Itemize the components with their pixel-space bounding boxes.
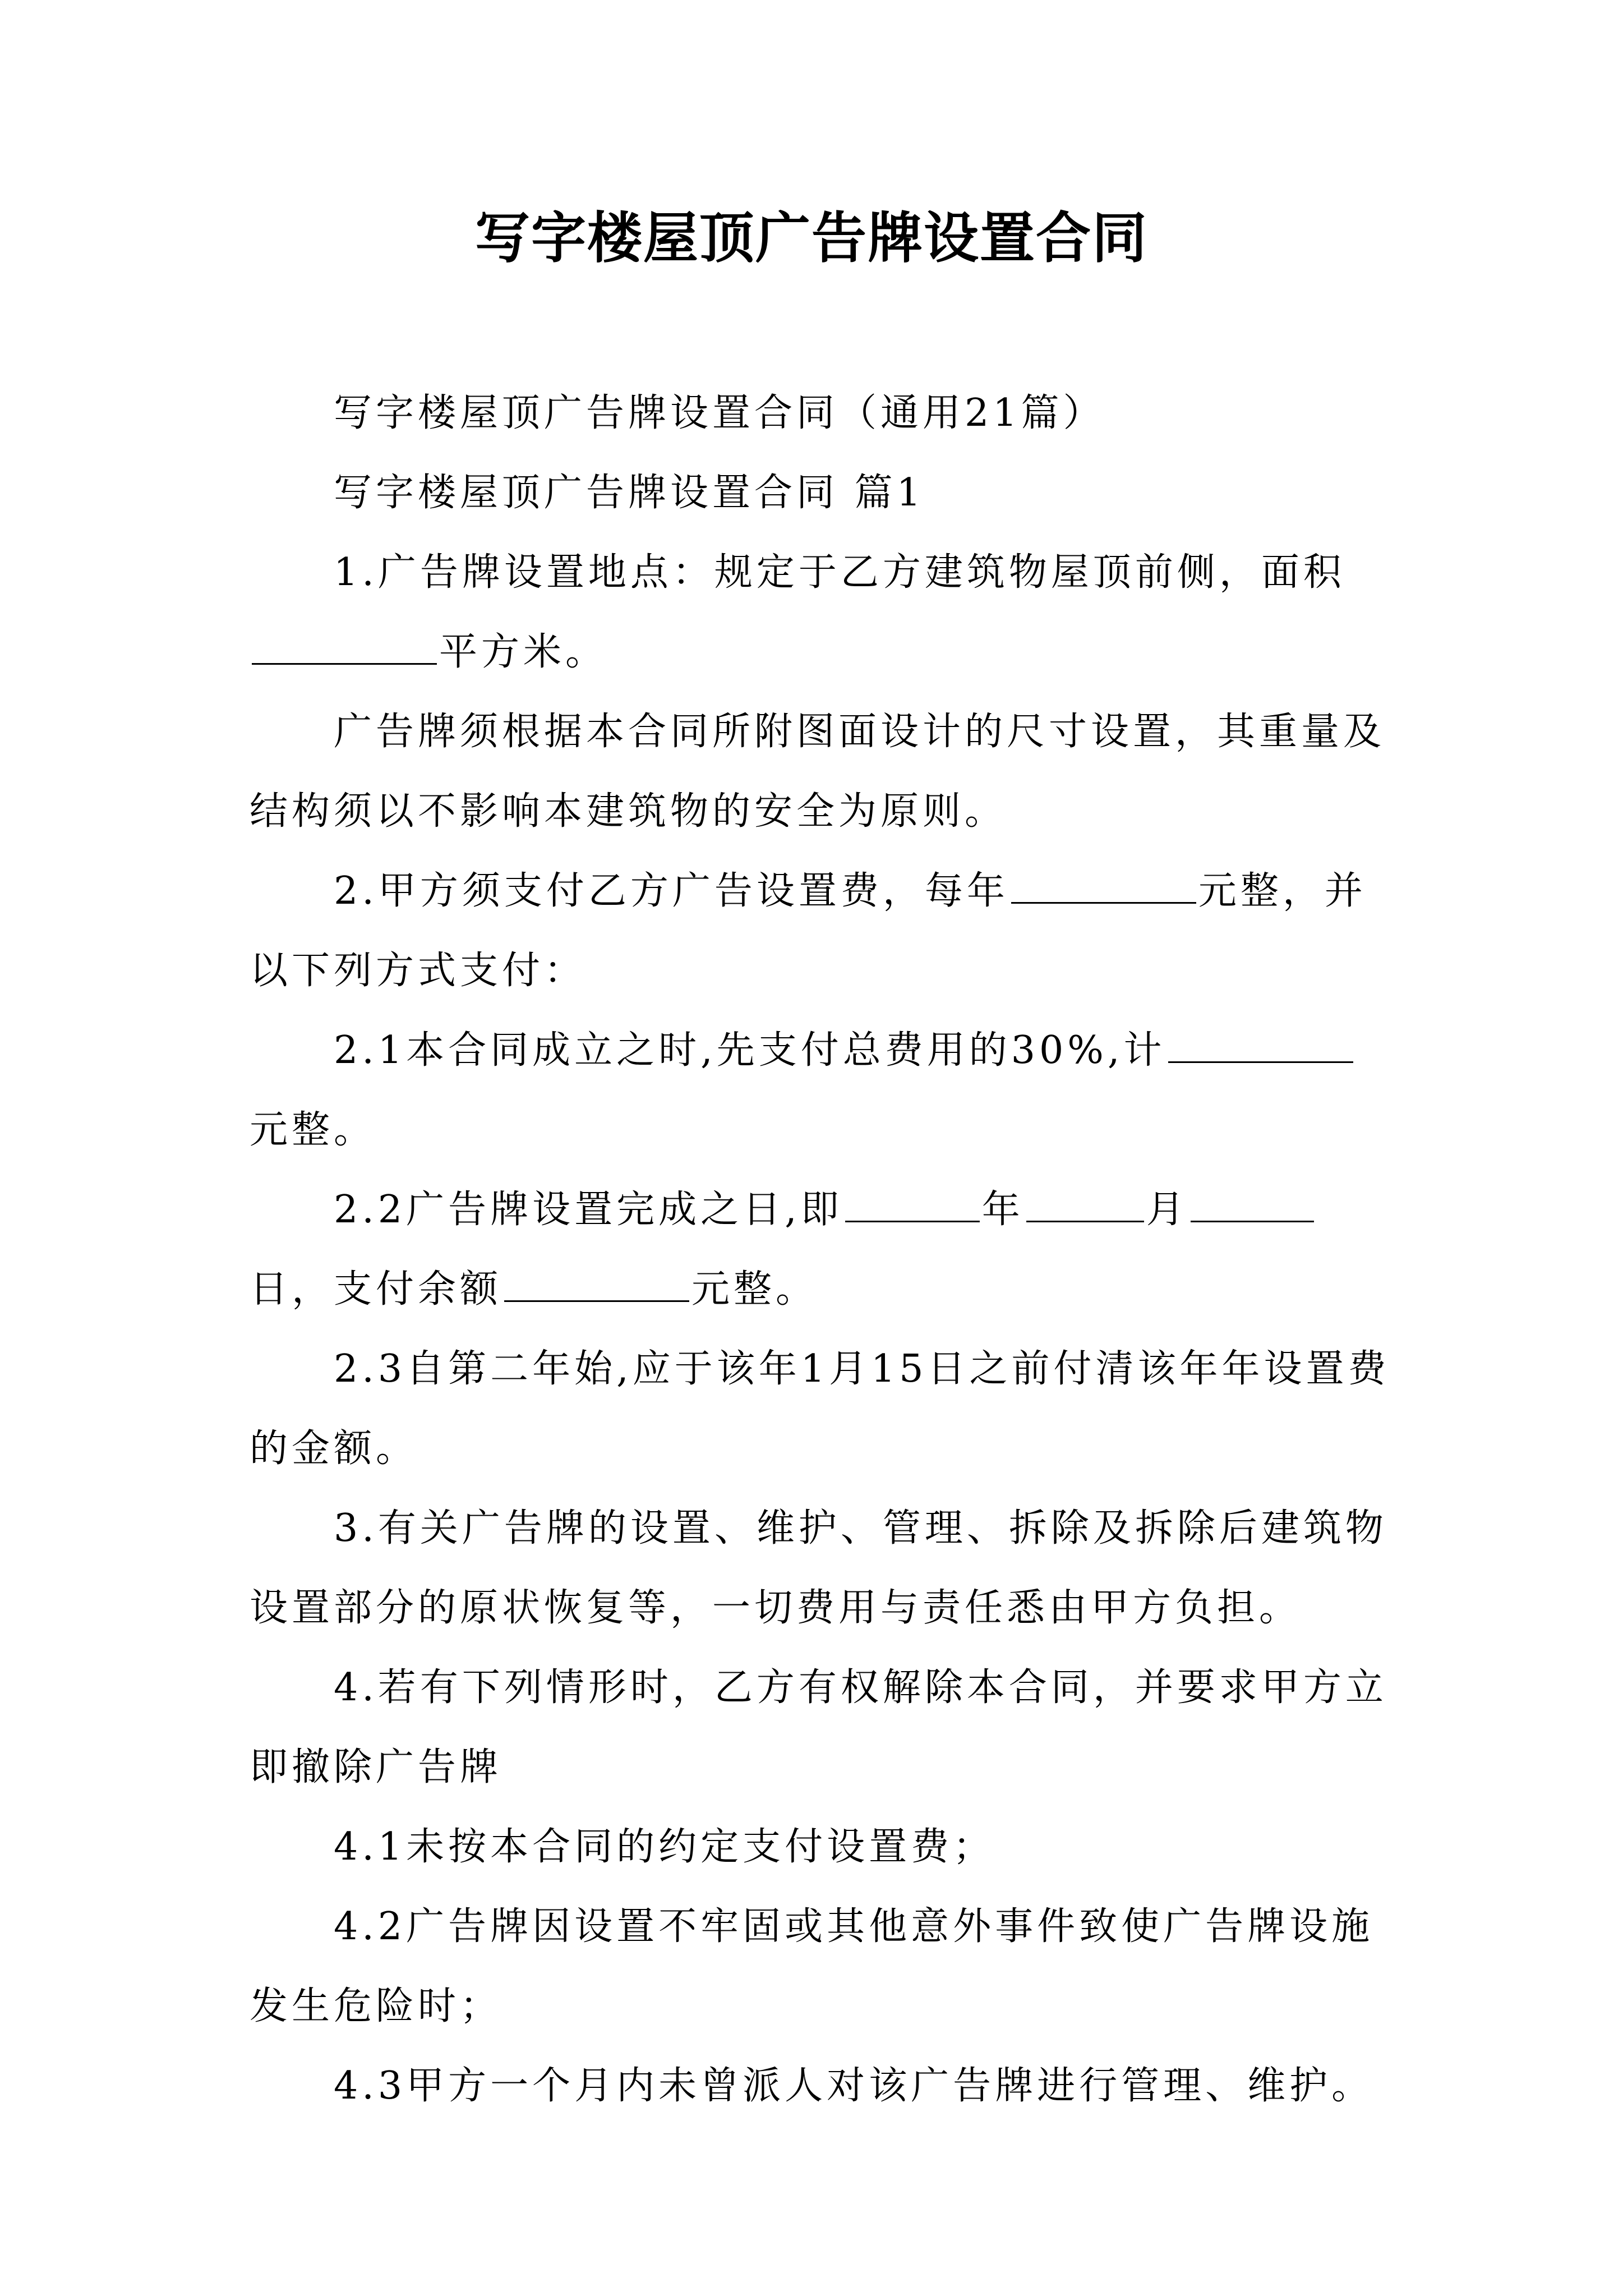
document-subtitle: 写字楼屋顶广告牌设置合同（通用21篇） [334,391,1105,435]
clause-2-2-text: 2.2广告牌设置完成之日,即 [334,1188,843,1232]
section-heading: 写字楼屋顶广告牌设置合同 篇1 [334,471,925,515]
clause-4-3: 4.3甲方一个月内未曾派人对该广告牌进行管理、维护。 [334,2064,1374,2108]
document-body [250,374,1391,2126]
annual-fee-blank [1011,869,1196,904]
clause-2-tail: 元整，并以下列方式支付： [250,869,1367,993]
clause-4: 4.若有下列情形时，乙方有权解除本合同，并要求甲方立即撤除广告牌 [250,1665,1387,1789]
clause-1-unit: 平方米。 [439,630,608,674]
month-blank [1026,1188,1144,1222]
day-label: 日，支付余额 [250,1267,502,1312]
balance-blank [504,1268,689,1302]
clause-3: 3.有关广告牌的设置、维护、管理、拆除及拆除后建筑物设置部分的原状恢复等，一切费用与责任悉由甲方负担。 [250,1506,1387,1630]
clause-4-2: 4.2广告牌因设置不牢固或其他意外事件致使广告牌设施发生危险时； [250,1904,1374,2028]
clause-2-1-text: 2.1本合同成立之时,先支付总费用的30%,计 [334,1028,1166,1073]
year-blank [845,1188,980,1222]
clause-2-1 [250,1011,1391,1170]
clause-2-2-tail: 元整。 [691,1267,818,1312]
clause-2-2 [250,1170,1391,1329]
clause-2 [250,852,1391,1011]
first-payment-blank [1168,1029,1353,1063]
day-blank [1191,1188,1314,1222]
clause-1-text: 1.广告牌设置地点：规定于乙方建筑物屋顶前侧，面积 [334,550,1345,595]
month-label: 月 [1146,1188,1188,1232]
clause-2-1-tail: 元整。 [250,1108,376,1152]
year-label: 年 [981,1188,1024,1232]
document-title: 写字楼屋顶广告牌设置合同 [474,206,1148,270]
clause-2-3: 2.3自第二年始,应于该年1月15日之前付清该年年设置费的金额。 [250,1347,1390,1471]
clause-1 [250,533,1391,692]
clause-4-1: 4.1未按本合同的约定支付设置费； [334,1825,995,1869]
clause-1-note: 广告牌须根据本合同所附图面设计的尺寸设置，其重量及结构须以不影响本建筑物的安全为原则。 [250,710,1386,834]
clause-2-text: 2.甲方须支付乙方广告设置费，每年 [334,869,1009,913]
area-blank [252,631,437,665]
